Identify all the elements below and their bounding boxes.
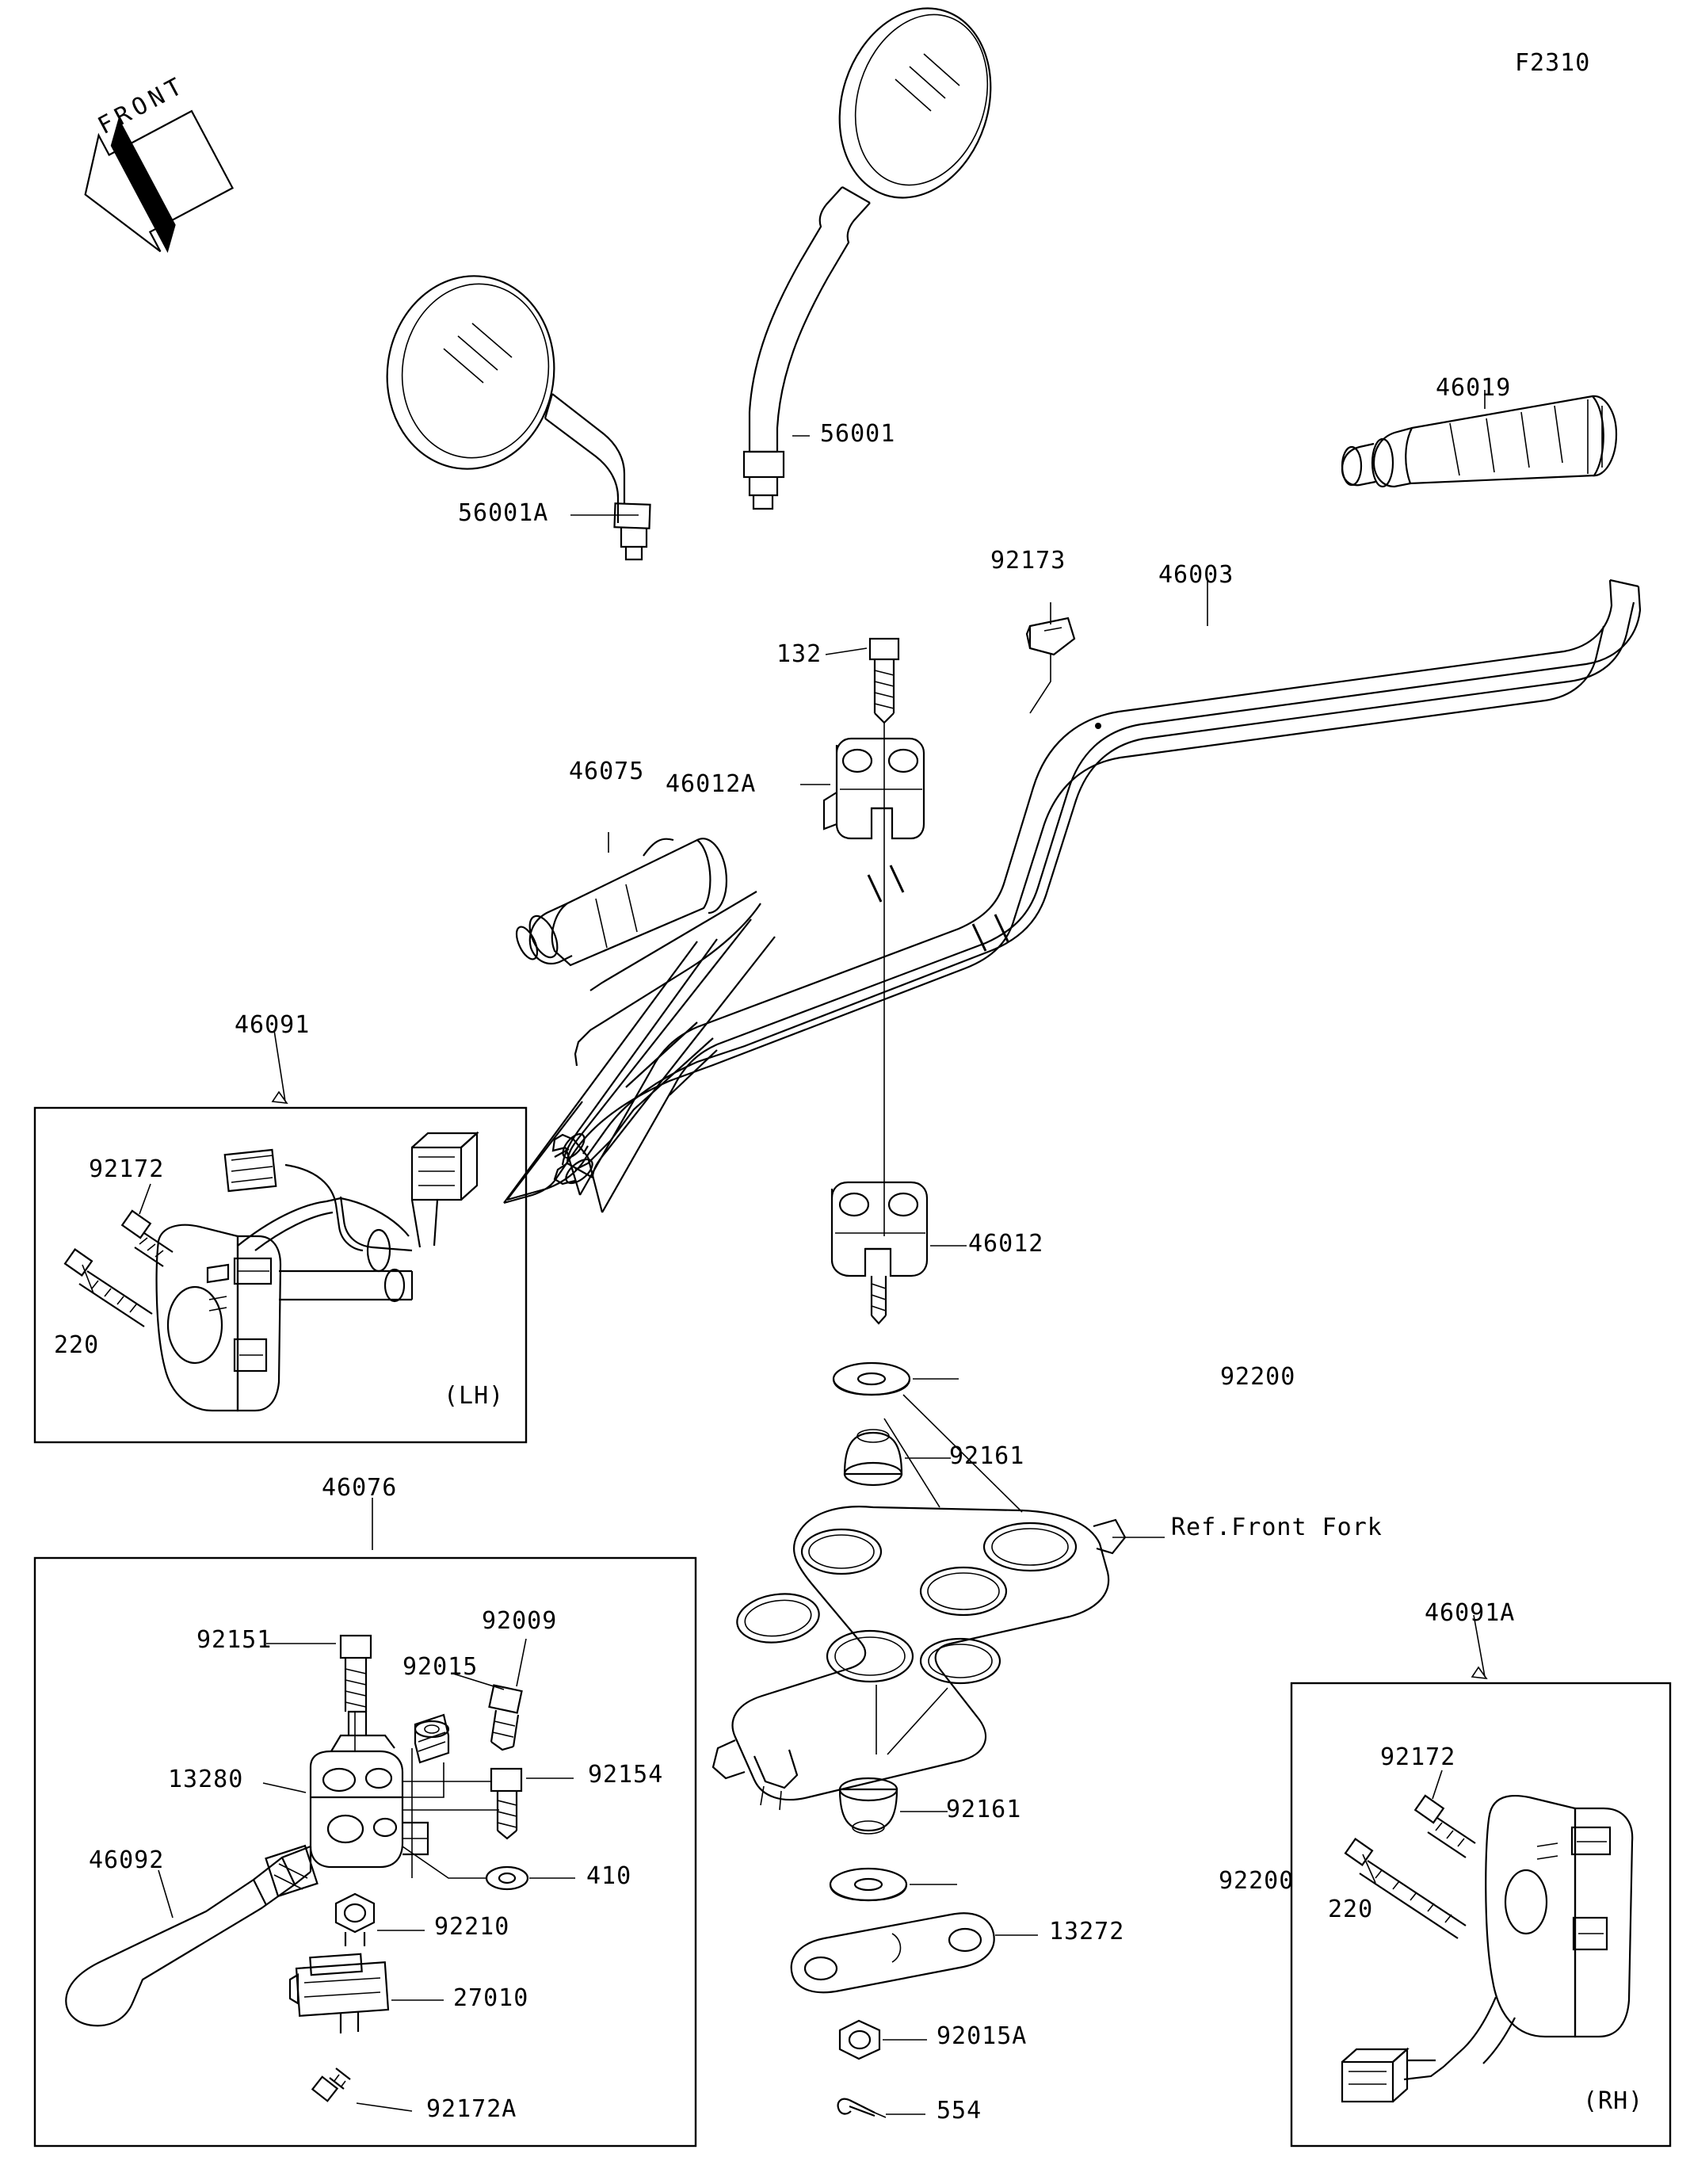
part-label-92161[interactable]: 92161 <box>949 1442 1025 1470</box>
part-label-410[interactable]: 410 <box>586 1862 632 1890</box>
part-label-46075[interactable]: 46075 <box>569 758 645 785</box>
part-label-132[interactable]: 132 <box>776 640 822 668</box>
handlebar-left-arm <box>575 1022 717 1170</box>
bolt-132 <box>870 639 898 723</box>
part-label-13272[interactable]: 13272 <box>1049 1918 1125 1945</box>
front-fork-reference: Ref.Front Fork <box>1171 1514 1383 1541</box>
washer-92200-lower <box>830 1869 906 1900</box>
part-label-220[interactable]: 220 <box>54 1331 100 1359</box>
damper-92161-upper <box>845 1430 902 1485</box>
part-label-92161b[interactable]: 92161 <box>946 1796 1022 1823</box>
part-label-92172b[interactable]: 92172 <box>1380 1743 1456 1771</box>
part-label-13280[interactable]: 13280 <box>168 1766 244 1793</box>
leader-13280 <box>263 1783 306 1793</box>
rh-marker: (RH) <box>1583 2087 1644 2115</box>
pin-554 <box>838 2099 886 2117</box>
part-label-554[interactable]: 554 <box>937 2097 982 2125</box>
part-label-92210[interactable]: 92210 <box>434 1913 510 1941</box>
leader-92172b <box>1432 1770 1442 1799</box>
leader-220b <box>1363 1854 1375 1883</box>
part-label-46019[interactable]: 46019 <box>1436 374 1512 402</box>
part-label-92200b[interactable]: 92200 <box>1219 1867 1295 1895</box>
part-label-46012A[interactable]: 46012A <box>666 770 757 798</box>
part-label-92015A[interactable]: 92015A <box>937 2022 1028 2050</box>
leader-46091 <box>274 1030 285 1102</box>
leader-92172 <box>139 1184 151 1214</box>
leader-92173b <box>1030 655 1051 713</box>
part-label-92172A[interactable]: 92172A <box>426 2095 517 2123</box>
part-label-27010[interactable]: 27010 <box>453 1984 529 2012</box>
grip-46019 <box>1342 396 1616 487</box>
part-label-46012[interactable]: 46012 <box>968 1230 1044 1258</box>
front-arrow-label: FRONT <box>93 71 191 140</box>
part-label-92151[interactable]: 92151 <box>196 1626 273 1654</box>
part-label-56001[interactable]: 56001 <box>820 420 896 448</box>
part-label-220b[interactable]: 220 <box>1328 1896 1374 1923</box>
washer-92200-upper <box>834 1363 910 1395</box>
part-label-92200[interactable]: 92200 <box>1220 1363 1296 1391</box>
clamp-46012 <box>832 1182 927 1323</box>
lh-marker: (LH) <box>444 1382 505 1410</box>
part-label-46091[interactable]: 46091 <box>235 1011 311 1039</box>
leader-92172A <box>357 2103 412 2111</box>
leader-92009 <box>517 1639 526 1686</box>
part-label-92015[interactable]: 92015 <box>402 1653 479 1681</box>
nut-92015A <box>840 2021 879 2059</box>
leader-46092 <box>158 1870 173 1918</box>
part-label-92172[interactable]: 92172 <box>89 1155 165 1183</box>
part-label-92009[interactable]: 92009 <box>482 1607 558 1635</box>
part-label-92173[interactable]: 92173 <box>990 547 1066 575</box>
sheet-code: F2310 <box>1515 49 1591 77</box>
part-label-46092[interactable]: 46092 <box>89 1846 165 1874</box>
part-label-46003[interactable]: 46003 <box>1158 561 1234 589</box>
part-label-46076[interactable]: 46076 <box>322 1474 398 1502</box>
handlebar-46003-outline <box>553 580 1640 1212</box>
handlebar-46003 <box>504 602 1634 1203</box>
leader-132 <box>826 648 867 655</box>
clamp-46012A <box>824 739 924 838</box>
front-arrow-icon <box>63 91 242 269</box>
part-label-46091A[interactable]: 46091A <box>1425 1599 1516 1627</box>
plate-13272 <box>792 1913 994 1992</box>
part-label-92154[interactable]: 92154 <box>588 1761 664 1789</box>
damper-92161-lower <box>840 1778 897 1834</box>
part-label-56001A[interactable]: 56001A <box>458 499 549 527</box>
front-fork-bracket <box>713 1395 1125 1810</box>
